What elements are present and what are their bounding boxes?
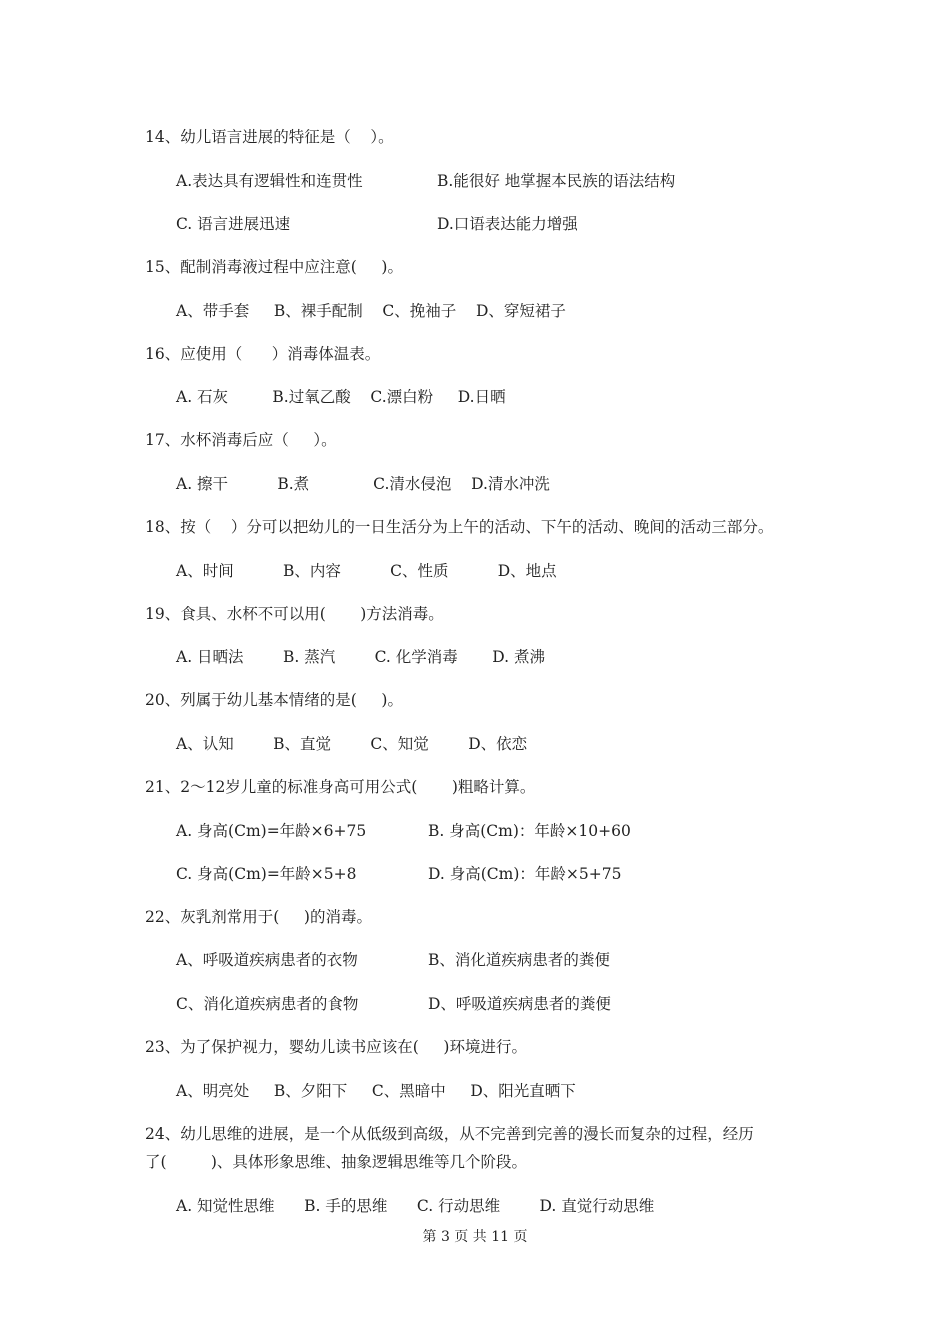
question-22-option-b: B、消化道疾病患者的粪便 [428,951,610,969]
question-22-option-d: D、呼吸道疾病患者的粪便 [428,995,611,1013]
question-16-stem: 16、应使用（ ）消毒体温表。 [145,345,381,363]
question-20-stem: 20、列属于幼儿基本情绪的是( )。 [145,691,403,709]
question-21-option-d: D. 身高(Cm)：年龄×5+75 [428,865,622,883]
question-17-options: A. 擦干 B.煮 C.清水侵泡 D.清水冲洗 [176,475,550,493]
question-19-stem: 19、食具、水杯不可以用( )方法消毒。 [145,605,444,623]
question-16-options: A. 石灰 B.过氧乙酸 C.漂白粉 D.日晒 [176,388,506,406]
question-14-option-a: A.表达具有逻辑性和连贯性 [176,172,363,190]
question-21-option-a: A. 身高(Cm)=年龄×6+75 [176,822,367,840]
question-14-option-b: B.能很好 地掌握本民族的语法结构 [437,172,676,190]
question-14-option-d: D.口语表达能力增强 [437,215,578,233]
question-14-stem: 14、幼儿语言进展的特征是（ ）。 [145,128,394,146]
question-21-option-c: C. 身高(Cm)=年龄×5+8 [176,865,357,883]
question-23-stem: 23、为了保护视力，婴幼儿读书应该在( )环境进行。 [145,1038,527,1056]
question-21-option-b: B. 身高(Cm)：年龄×10+60 [428,822,631,840]
question-22-option-a: A、呼吸道疾病患者的衣物 [176,951,358,969]
question-22-option-c: C、消化道疾病患者的食物 [176,995,359,1013]
question-14-option-c: C. 语言进展迅速 [176,215,291,233]
question-18-stem: 18、按（ ）分可以把幼儿的一日生活分为上午的活动、下午的活动、晚间的活动三部分。 [145,518,774,536]
question-15-stem: 15、配制消毒液过程中应注意( )。 [145,258,403,276]
question-18-options: A、时间 B、内容 C、性质 D、地点 [176,562,557,580]
question-23-options: A、明亮处 B、夕阳下 C、黑暗中 D、阳光直晒下 [176,1082,576,1100]
question-20-options: A、认知 B、直觉 C、知觉 D、依恋 [176,735,528,753]
page-number-footer: 第 3 页 共 11 页 [422,1229,528,1245]
question-22-stem: 22、灰乳剂常用于( )的消毒。 [145,908,372,926]
question-19-options: A. 日晒法 B. 蒸汽 C. 化学消毒 D. 煮沸 [176,648,546,666]
question-24-options: A. 知觉性思维 B. 手的思维 C. 行动思维 D. 直觉行动思维 [176,1197,655,1215]
question-21-stem: 21、2～12岁儿童的标准身高可用公式( )粗略计算。 [145,778,536,796]
question-17-stem: 17、水杯消毒后应（ ）。 [145,431,337,449]
question-15-options: A、带手套 B、裸手配制 C、挽袖子 D、穿短裙子 [176,302,566,320]
question-24-stem-continued: 了( )、具体形象思维、抽象逻辑思维等几个阶段。 [145,1153,527,1171]
question-24-stem: 24、幼儿思维的进展，是一个从低级到高级，从不完善到完善的漫长而复杂的过程，经历 [145,1125,754,1143]
